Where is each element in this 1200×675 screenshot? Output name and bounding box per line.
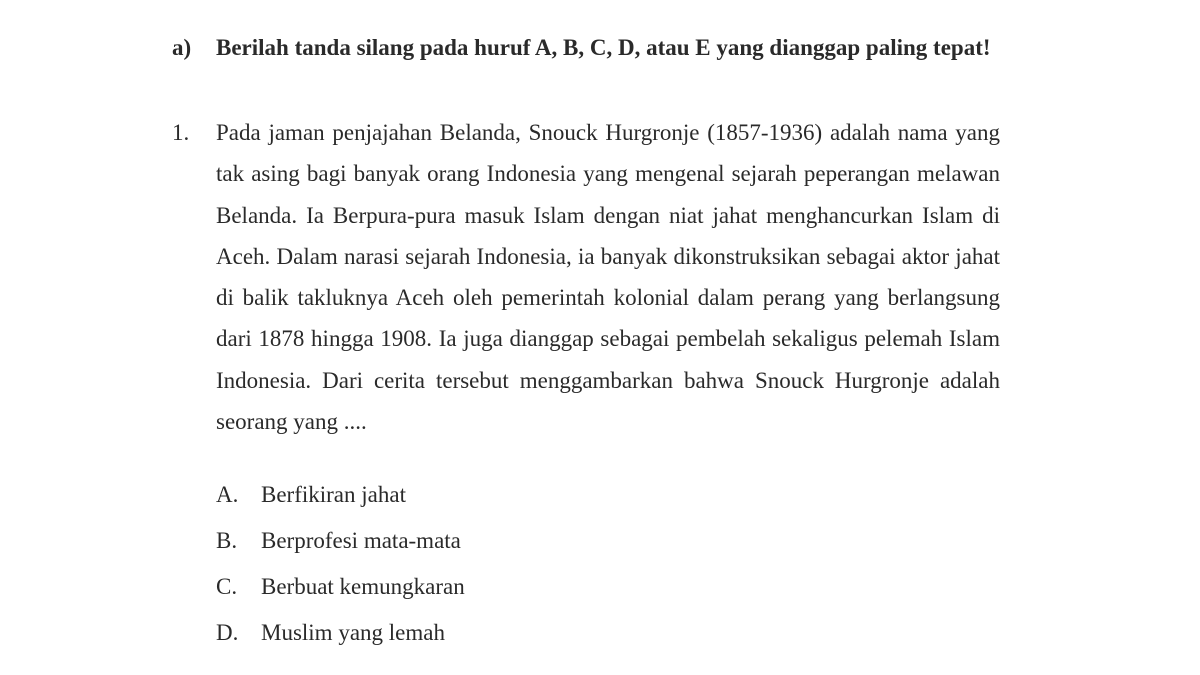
option-b[interactable] (216, 521, 816, 567)
answer-options (216, 475, 816, 659)
option-label: Berprofesi mata-mata (261, 528, 461, 553)
option-letter: D. (216, 620, 239, 645)
option-letter: B. (216, 528, 238, 553)
option-label: Berfikiran jahat (261, 482, 406, 507)
question-number: 1. (172, 120, 190, 145)
instruction-text: Berilah tanda silang pada huruf A, B, C, D, atau E yang dianggap paling tepat! (216, 35, 991, 60)
option-letter: C. (216, 574, 238, 599)
option-c[interactable] (216, 567, 816, 613)
option-label: Berbuat kemungkaran (261, 574, 465, 599)
option-label: Muslim yang lemah (261, 620, 445, 645)
option-letter: A. (216, 482, 239, 507)
instruction-marker: a) (172, 35, 192, 60)
option-a[interactable] (216, 475, 816, 521)
question-stem: Pada jaman penjajahan Belanda, Snouck Hurgronje (1857-1936) adalah nama yang tak asing bagi banyak orang Indonesia yang mengenal sejarah peperangan melawan Belanda. Ia Berpura-pura masuk Islam dengan niat jahat menghancurkan Islam di Aceh. Dalam narasi sejarah Indonesia, ia banyak dikonstruksikan sebagai aktor jahat di balik takluknya Aceh oleh pemerintah kolonial dalam perang yang berlangsung dari 1878 hingga 1908. Ia juga dianggap sebagai pembelah sekaligus pelemah Islam Indonesia. Dari cerita tersebut menggambarkan bahwa Snouck Hurgronje adalah seorang yang .... (216, 120, 1000, 435)
option-d[interactable] (216, 613, 816, 659)
